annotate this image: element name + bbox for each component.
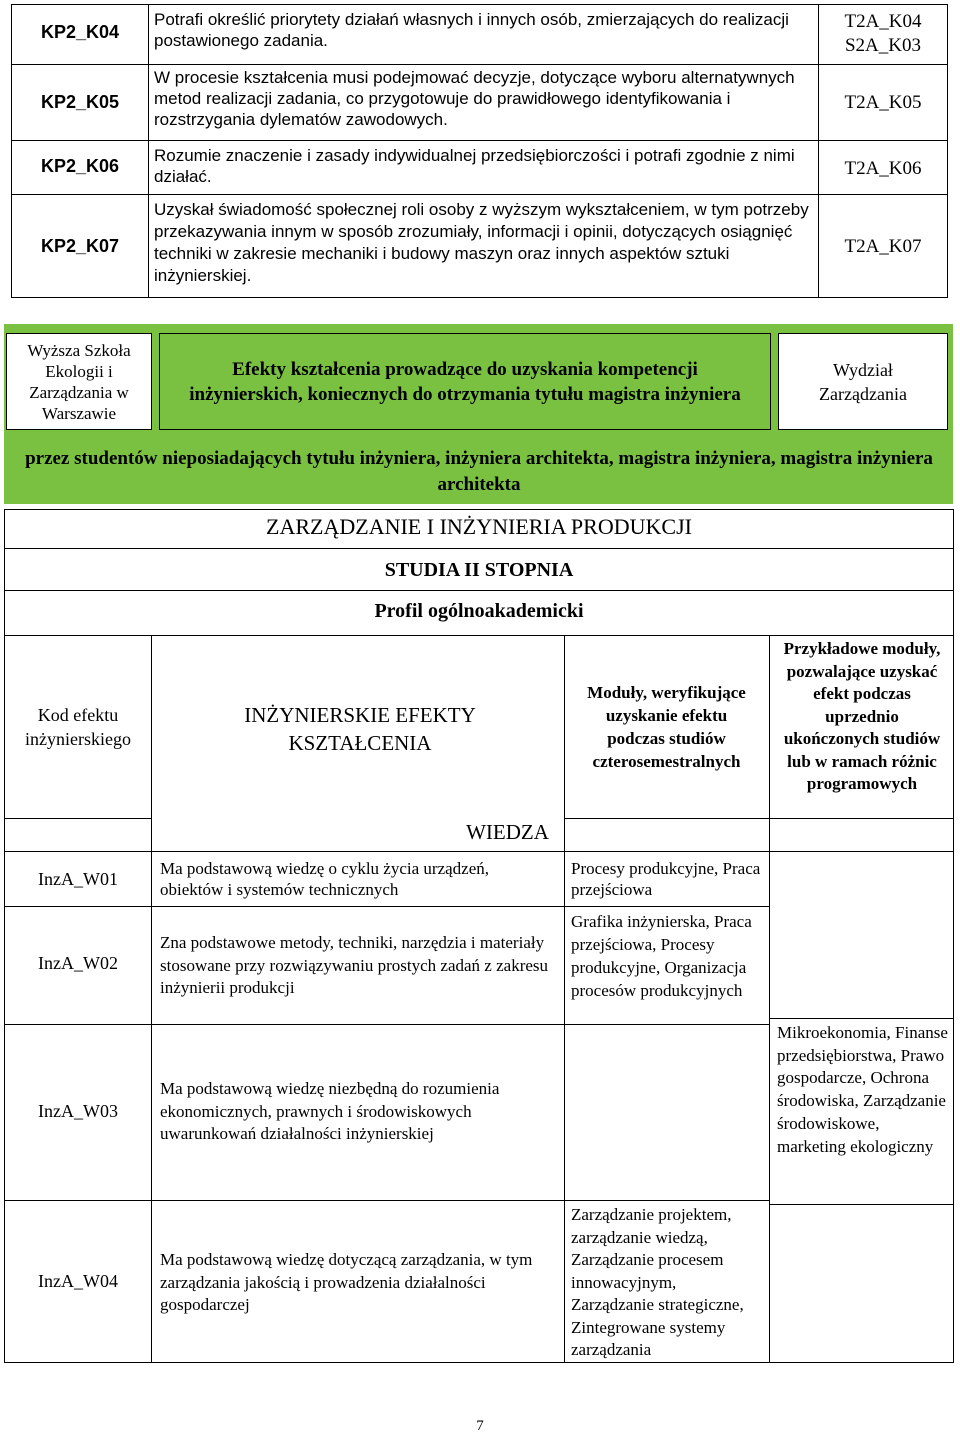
section-wiedza: WIEDZA bbox=[466, 820, 549, 844]
school-name: Wyższa Szkoła Ekologii i Zarządzania w Warszawie bbox=[27, 340, 131, 423]
top-ref-k07: T2A_K07 bbox=[844, 236, 922, 257]
col-header-effects: INŻYNIERSKIE EFEKTY KSZTAŁCENIA bbox=[244, 703, 476, 755]
modules-inza-w04: Zarządzanie projektem, zarządzanie wiedzą, Zarządzanie procesem innowacyjnym, Zarządzanie strategiczne, Zintegrowane systemy zarządzania bbox=[571, 1205, 744, 1359]
col-header-code: Kod efektu inżynierskiego bbox=[25, 705, 131, 749]
top-ref-k05: T2A_K05 bbox=[844, 92, 922, 113]
top-code-k07: KP2_K07 bbox=[40, 236, 120, 256]
top-text-k05: W procesie kształcenia musi podejmować decyzje, dotyczące wyboru alternatywnych metod realizacji zadania, co przygotowuje do prawidłowego identyfikowania i rozstrzygania dylematów zawodowych. bbox=[154, 68, 795, 129]
header-subtitle: przez studentów nieposiadających tytułu inżyniera, inżyniera architekta, magistra inżyniera, magistra inżyniera architekta bbox=[25, 448, 933, 495]
top-code-k05: KP2_K05 bbox=[40, 92, 120, 112]
effect-inza-w02: Zna podstawowe metody, techniki, narzędzia i materiały stosowane przy rozwiązywaniu prostych zadań z zakresu inżynierii produkcji bbox=[160, 933, 549, 997]
program-profile: Profil ogólnoakademicki bbox=[374, 600, 584, 622]
school-box bbox=[6, 333, 152, 430]
example-modules-w03-w04: Mikroekonomia, Finanse przedsiębiorstwa, Prawo gospodarcze, Ochrona środowiska, Zarządzanie środowiskowe, marketing ekologiczny bbox=[777, 1023, 948, 1156]
top-ref-k04-b: S2A_K03 bbox=[844, 35, 921, 56]
col-header-example: Przykładowe moduły, pozwalające uzyskać efekt podczas uprzednio ukończonych studiów lub w ramach różnic programowych bbox=[783, 639, 941, 793]
top-code-k04: KP2_K04 bbox=[40, 22, 120, 42]
header-title: Efekty kształcenia prowadzące do uzyskania kompetencji inżynierskich, koniecznych do otrzymania tytułu magistra inżyniera bbox=[189, 358, 741, 405]
page-number: 7 bbox=[476, 1418, 484, 1434]
col-header-modules: Moduły, weryfikujące uzyskanie efektu podczas studiów czterosemestralnych bbox=[587, 683, 746, 771]
effect-inza-w03: Ma podstawową wiedzę niezbędną do rozumienia ekonomicznych, prawnych i środowiskowych uwarunkowań działalności inżynierskiej bbox=[160, 1079, 500, 1143]
top-text-k07: Uzyskał świadomość społecznej roli osoby z wyższym wykształceniem, w tym potrzeby przekazywania innym w sposób zrozumiały, informacji i opinii, dotyczących osiągnięć techniki w zakresie mechaniki i budowy maszyn oraz innych aspektów sztuki inżynierskiej. bbox=[154, 200, 809, 285]
code-inza-w01: InzA_W01 bbox=[38, 869, 118, 889]
top-text-k04: Potrafi określić priorytety działań własnych i innych osób, zmierzających do realizacji postawionego zadania. bbox=[154, 10, 789, 50]
modules-inza-w01: Procesy produkcyjne, Praca przejściowa bbox=[571, 859, 761, 899]
code-inza-w02: InzA_W02 bbox=[38, 953, 118, 973]
code-inza-w03: InzA_W03 bbox=[38, 1101, 118, 1121]
effect-inza-w01: Ma podstawową wiedzę o cyklu życia urządzeń, obiektów i systemów technicznych bbox=[160, 859, 490, 899]
modules-inza-w02: Grafika inżynierska, Praca przejściowa, Procesy produkcyjne, Organizacja procesów produkcyjnych bbox=[571, 912, 752, 1000]
program-field: ZARZĄDZANIE I INŻYNIERIA PRODUKCJI bbox=[266, 514, 692, 539]
faculty-box bbox=[778, 333, 948, 430]
top-ref-k06: T2A_K06 bbox=[844, 158, 922, 179]
top-text-k06: Rozumie znaczenie i zasady indywidualnej przedsiębiorczości i potrafi zgodnie z nimi działać. bbox=[154, 146, 795, 186]
top-ref-k04-a: T2A_K04 bbox=[844, 11, 922, 32]
code-inza-w04: InzA_W04 bbox=[38, 1271, 118, 1291]
faculty-name: Wydział Zarządzania bbox=[819, 359, 907, 404]
program-level: STUDIA II STOPNIA bbox=[384, 559, 574, 581]
top-code-k06: KP2_K06 bbox=[40, 156, 120, 176]
title-box bbox=[159, 333, 771, 430]
effect-inza-w04: Ma podstawową wiedzę dotyczącą zarządzania, w tym zarządzania jakością i prowadzenia działalności gospodarczej bbox=[160, 1250, 533, 1314]
